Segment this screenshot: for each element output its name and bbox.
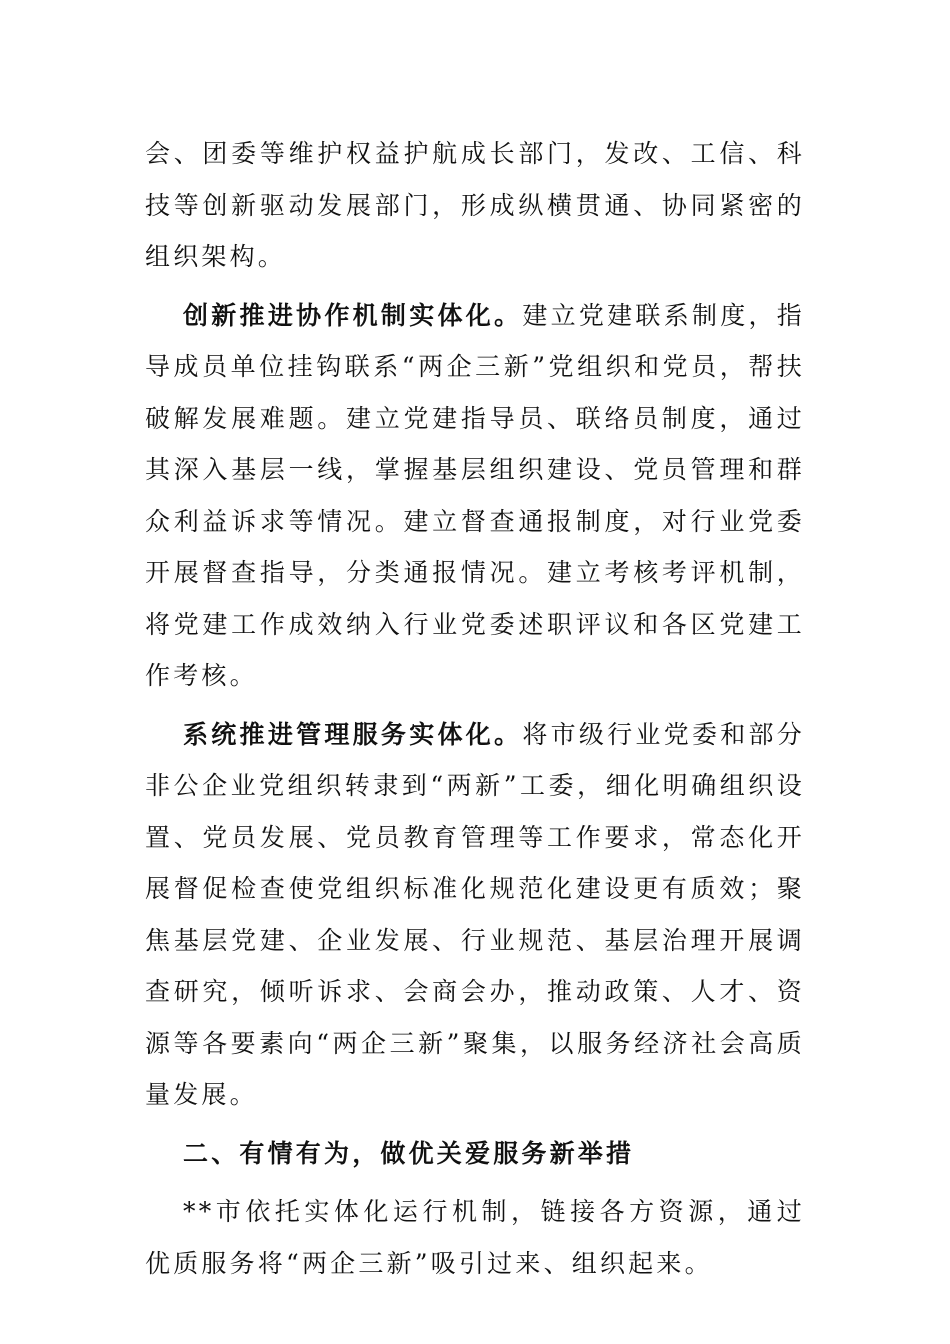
paragraph-management-service [145, 709, 805, 1121]
section-heading: 二、有情有为，做优关爱服务新举措 [183, 1138, 635, 1168]
paragraph-text: 将市级行业党委和部分非公企业党组织转隶到“两新”工委，细化明确组织设置、党员发展、党员教育管理等工作要求，常态化开展督促检查使党组织标准化规范化建设更有质效；聚焦基层党建、企业发展、行业规范、基层治理开展调查研究，倾听诉求、会商会办，推动政策、人才、资源等各要素向“两企三新”聚集，以服务经济社会高质量发展。 [145, 719, 805, 1109]
paragraph-continuation [145, 128, 805, 283]
paragraph-text: 建立党建联系制度，指导成员单位挂钩联系“两企三新”党组织和党员，帮扶破解发展难题。建立党建指导员、联络员制度，通过其深入基层一线，掌握基层组织建设、党员管理和群众利益诉求等情况。建立督查通报制度，对行业党委开展督查指导，分类通报情况。建立考核考评机制，将党建工作成效纳入行业党委述职评议和各区党建工作考核。 [145, 300, 805, 690]
paragraph-closing: **市依托实体化运行机制，链接各方资源，通过优质服务将“两企三新”吸引过来、组织起来。 [145, 1197, 805, 1278]
paragraph-collaboration-mechanism [145, 290, 805, 702]
paragraph-lead: 系统推进管理服务实体化。 [183, 719, 523, 749]
paragraph-lead: 创新推进协作机制实体化。 [183, 300, 523, 330]
paragraph-text: 会、团委等维护权益护航成长部门，发改、工信、科技等创新驱动发展部门，形成纵横贯通、协同紧密的组织架构。 [145, 139, 805, 271]
document-body [145, 128, 805, 1296]
